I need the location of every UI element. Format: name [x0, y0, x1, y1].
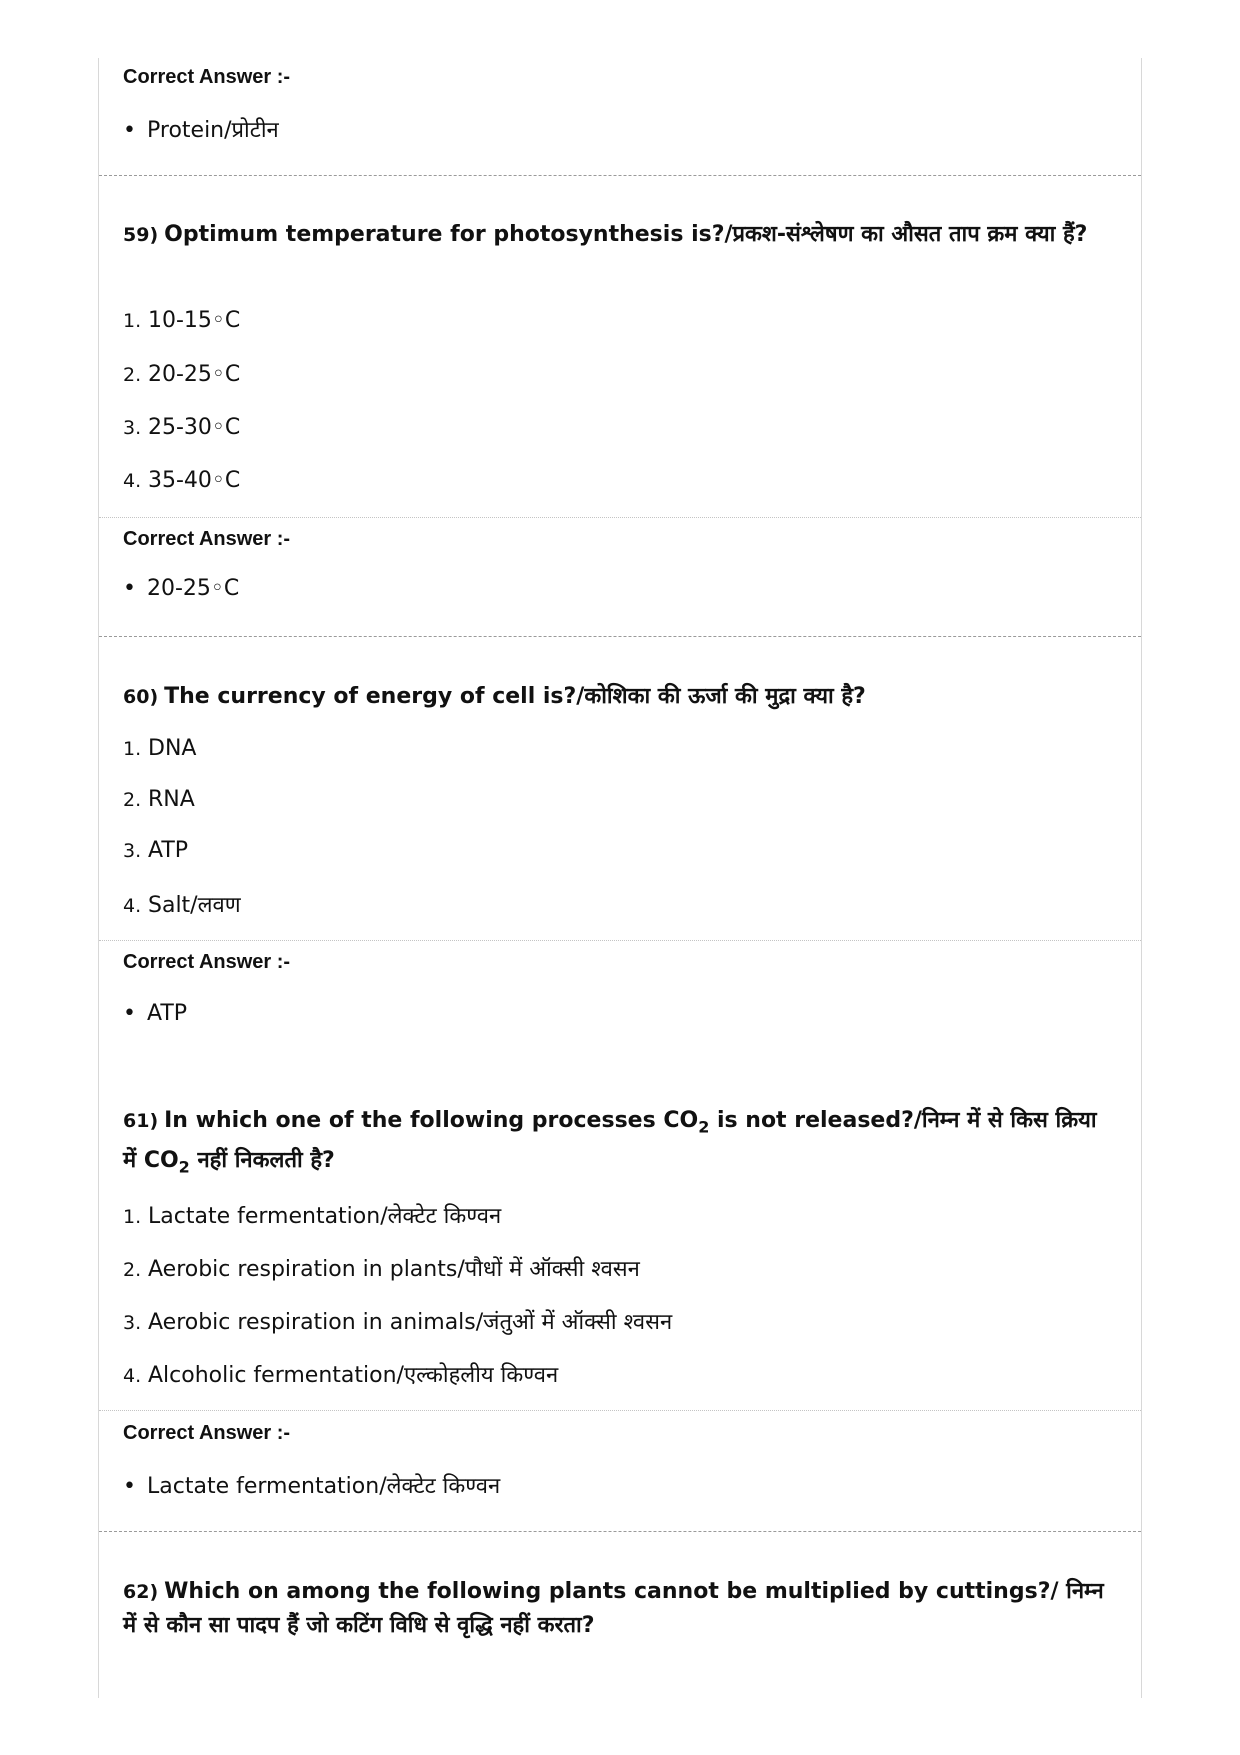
question-number: 62) [123, 1581, 159, 1603]
option-item: 3. 25-30◦C [123, 415, 241, 440]
correct-answer-label: Correct Answer :- [123, 951, 291, 973]
question-text: Which on among the following plants cannot be multiplied by cuttings?/ निम्न में से कौन सा पादप हैं जो कटिंग विधि से वृद्धि नहीं करता? [123, 1579, 1104, 1638]
question-title [123, 680, 1113, 714]
answer-divider [99, 940, 1141, 941]
question-title [123, 1575, 1113, 1643]
answer-divider [99, 517, 1141, 518]
option-item: 4. 35-40◦C [123, 468, 241, 493]
bullet-icon: • [123, 1001, 136, 1026]
option-item: 3. Aerobic respiration in animals/जंतुओं में ऑक्सी श्वसन [123, 1310, 673, 1335]
question-title [123, 218, 1113, 252]
option-item: 4. Salt/लवण [123, 893, 241, 918]
question-divider [99, 175, 1141, 176]
correct-answer-item [123, 1470, 500, 1500]
correct-answer-text: Lactate fermentation/लेक्टेट किण्वन [147, 1474, 501, 1499]
question-text: The currency of energy of cell is?/कोशिका की ऊर्जा की मुद्रा क्या है? [164, 684, 866, 709]
correct-answer-text: Protein/प्रोटीन [147, 118, 279, 143]
question-title: 61) In which one of the following processes $CO_2$ is not released?/निम्न में से किस क्रिया में $CO_2$ नहीं निकलती है? [123, 1108, 1097, 1177]
answer-divider [99, 1410, 1141, 1411]
bullet-icon: • [123, 1474, 136, 1499]
option-item: 2. 20-25◦C [123, 362, 241, 387]
bullet-icon: • [123, 118, 136, 143]
question-divider [99, 636, 1141, 637]
option-item: 2. Aerobic respiration in plants/पौधों में ऑक्सी श्वसन [123, 1257, 640, 1282]
correct-answer-item [123, 1001, 187, 1026]
correct-answer-item [123, 114, 279, 144]
question-divider [99, 1531, 1141, 1532]
question-number: 60) [123, 686, 159, 708]
option-item: 1. DNA [123, 736, 197, 761]
correct-answer-label: Correct Answer :- [123, 528, 291, 550]
correct-answer-text: ATP [147, 1001, 188, 1026]
option-item: 4. Alcoholic fermentation/एल्कोहलीय किण्वन [123, 1363, 559, 1388]
question-number: 59) [123, 224, 159, 246]
option-item: 1. 10-15◦C [123, 308, 241, 333]
option-item: 2. RNA [123, 787, 195, 812]
correct-answer-item [123, 576, 239, 601]
option-item: 1. Lactate fermentation/लेक्टेट किण्वन [123, 1204, 502, 1229]
bullet-icon: • [123, 576, 136, 601]
option-item: 3. ATP [123, 838, 189, 863]
question-number: 61) [123, 1110, 159, 1132]
correct-answer-label: Correct Answer :- [123, 66, 291, 88]
page-frame [98, 58, 1142, 1698]
correct-answer-text: 20-25◦C [147, 576, 240, 601]
question-text: Optimum temperature for photosynthesis is?/प्रकश-संश्लेषण का औसत ताप क्रम क्या हैं? [164, 222, 1088, 247]
correct-answer-label: Correct Answer :- [123, 1422, 291, 1444]
